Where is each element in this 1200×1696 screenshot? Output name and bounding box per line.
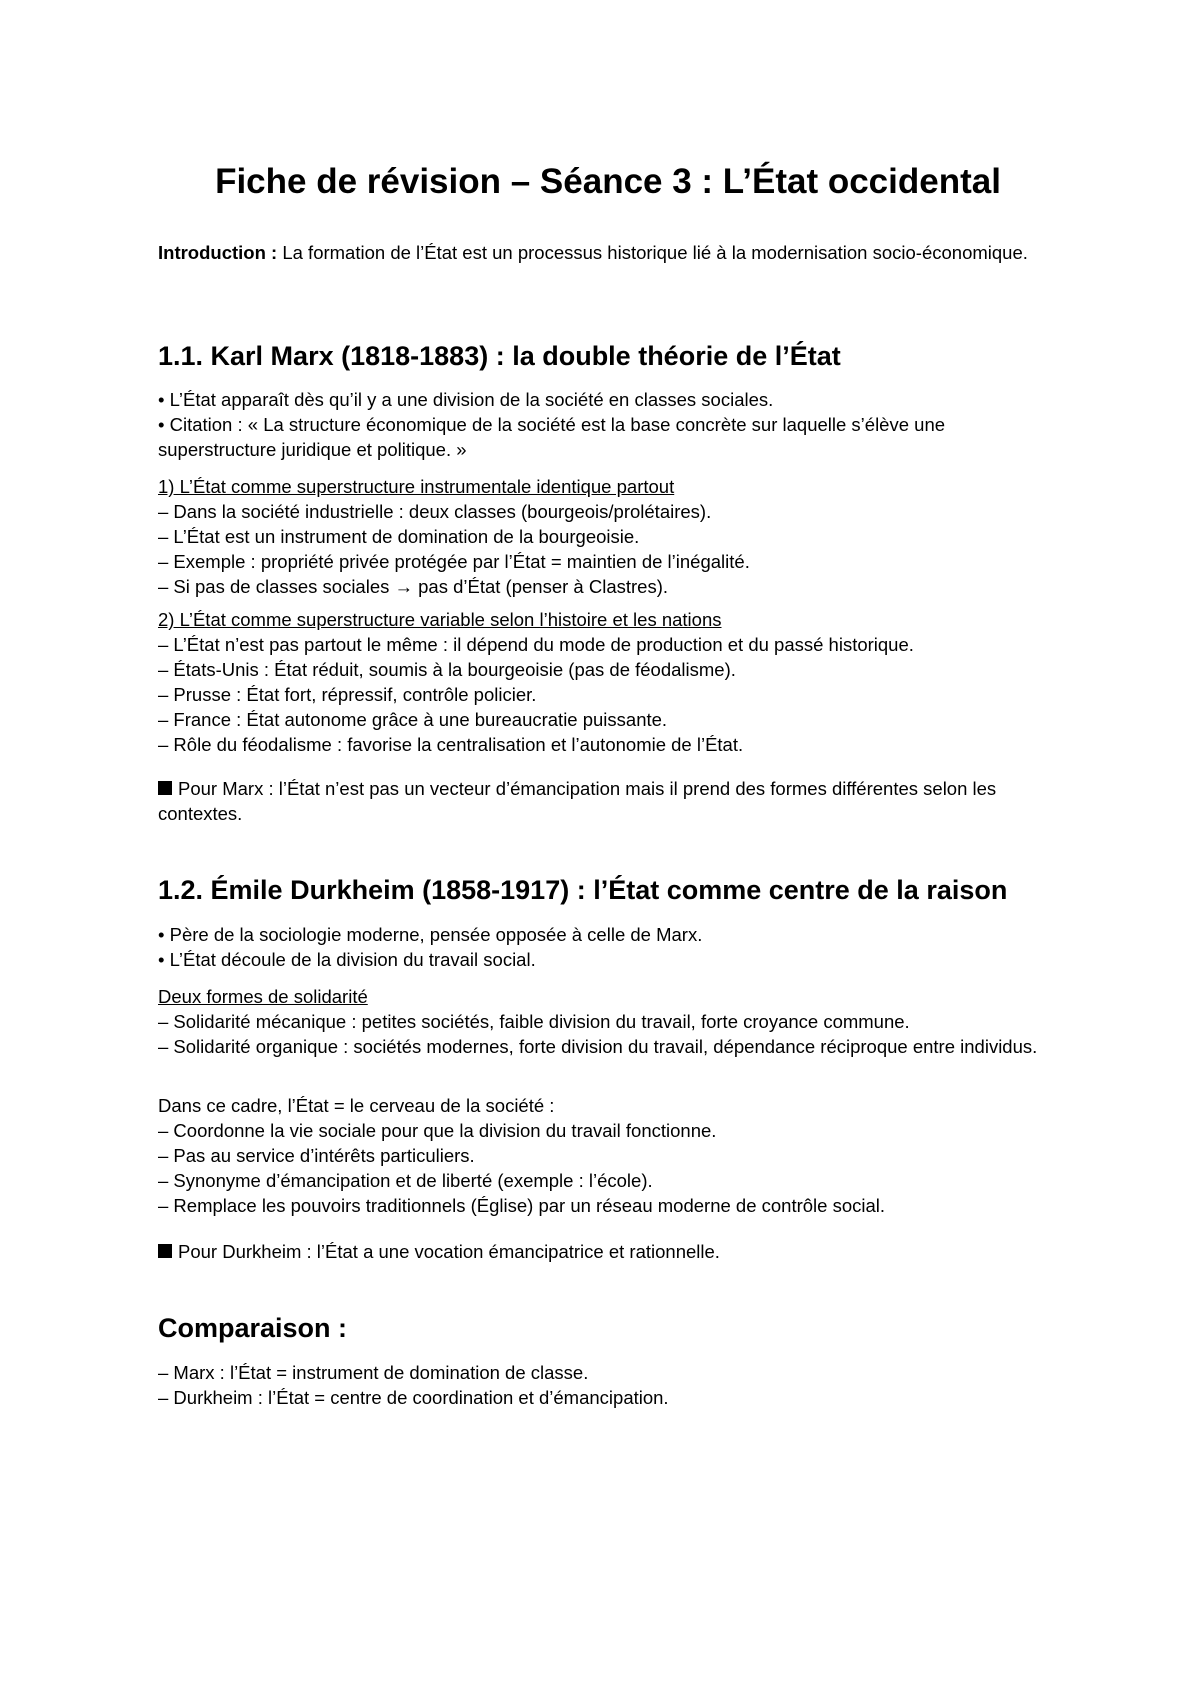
subsection-title: 1) L’État comme superstructure instrumentale identique partout bbox=[158, 476, 675, 497]
durkheim-frame bbox=[158, 1093, 1058, 1218]
list-item: – Rôle du féodalisme : favorise la centralisation et l’autonomie de l’État. bbox=[158, 734, 744, 755]
list-item: – France : État autonome grâce à une bureaucratie puissante. bbox=[158, 709, 668, 730]
marx-conclusion bbox=[158, 776, 1058, 826]
durkheim-bullets bbox=[158, 922, 1058, 972]
durkheim-sub1 bbox=[158, 984, 1058, 1059]
square-bullet-icon bbox=[158, 781, 172, 795]
list-item: – Prusse : État fort, répressif, contrôle policier. bbox=[158, 684, 537, 705]
list-item: – L’État n’est pas partout le même : il dépend du mode de production et du passé historique. bbox=[158, 634, 914, 655]
comparison-list bbox=[158, 1360, 1058, 1410]
list-item: – Marx : l’État = instrument de domination de classe. bbox=[158, 1362, 589, 1383]
list-item: – Pas au service d’intérêts particuliers. bbox=[158, 1145, 475, 1166]
list-item: – Si pas de classes sociales → pas d’État (penser à Clastres). bbox=[158, 576, 669, 597]
durkheim-conclusion bbox=[158, 1239, 1058, 1264]
subsection-title: Deux formes de solidarité bbox=[158, 986, 368, 1007]
section-durkheim-heading: 1.2. Émile Durkheim (1858-1917) : l’État comme centre de la raison bbox=[158, 875, 1008, 905]
list-item: – Solidarité mécanique : petites sociétés, faible division du travail, forte croyance commune. bbox=[158, 1011, 910, 1032]
list-item: – États-Unis : État réduit, soumis à la bourgeoisie (pas de féodalisme). bbox=[158, 659, 736, 680]
bullet-item: • L’État apparaît dès qu’il y a une division de la société en classes sociales. bbox=[158, 389, 774, 410]
intro-text: La formation de l’État est un processus historique lié à la modernisation socio-économique. bbox=[277, 242, 1028, 263]
bullet-item: • L’État découle de la division du travail social. bbox=[158, 949, 536, 970]
list-item: – Durkheim : l’État = centre de coordination et d’émancipation. bbox=[158, 1387, 669, 1408]
frame-intro: Dans ce cadre, l’État = le cerveau de la société : bbox=[158, 1095, 555, 1116]
intro-label: Introduction : bbox=[158, 242, 278, 263]
comparison-heading: Comparaison : bbox=[158, 1313, 348, 1343]
conclusion-text: Pour Marx : l’État n’est pas un vecteur d’émancipation mais il prend des formes différentes selon les contextes. bbox=[158, 778, 997, 824]
intro-paragraph bbox=[158, 240, 1058, 265]
page-title: Fiche de révision – Séance 3 : L’État occidental bbox=[215, 162, 1001, 201]
list-item: – Solidarité organique : sociétés modernes, forte division du travail, dépendance réciproque entre individus. bbox=[158, 1036, 1038, 1057]
list-item: – Synonyme d’émancipation et de liberté (exemple : l’école). bbox=[158, 1170, 653, 1191]
marx-sub1 bbox=[158, 474, 1058, 599]
conclusion-text: Pour Durkheim : l’État a une vocation émancipatrice et rationnelle. bbox=[178, 1241, 720, 1262]
square-bullet-icon bbox=[158, 1244, 172, 1258]
list-item: – Coordonne la vie sociale pour que la division du travail fonctionne. bbox=[158, 1120, 717, 1141]
list-item: – Exemple : propriété privée protégée par l’État = maintien de l’inégalité. bbox=[158, 551, 750, 572]
marx-sub2 bbox=[158, 607, 1058, 757]
list-item: – L’État est un instrument de domination de la bourgeoisie. bbox=[158, 526, 640, 547]
marx-bullets bbox=[158, 387, 1058, 462]
bullet-item: • Citation : « La structure économique de la société est la base concrète sur laquelle s’élève une superstructure juridique et politique. » bbox=[158, 414, 946, 460]
subsection-title: 2) L’État comme superstructure variable selon l’histoire et les nations bbox=[158, 609, 722, 630]
list-item: – Dans la société industrielle : deux classes (bourgeois/prolétaires). bbox=[158, 501, 712, 522]
list-item: – Remplace les pouvoirs traditionnels (Église) par un réseau moderne de contrôle social. bbox=[158, 1195, 886, 1216]
bullet-item: • Père de la sociologie moderne, pensée opposée à celle de Marx. bbox=[158, 924, 703, 945]
section-marx-heading: 1.1. Karl Marx (1818-1883) : la double théorie de l’État bbox=[158, 341, 841, 371]
